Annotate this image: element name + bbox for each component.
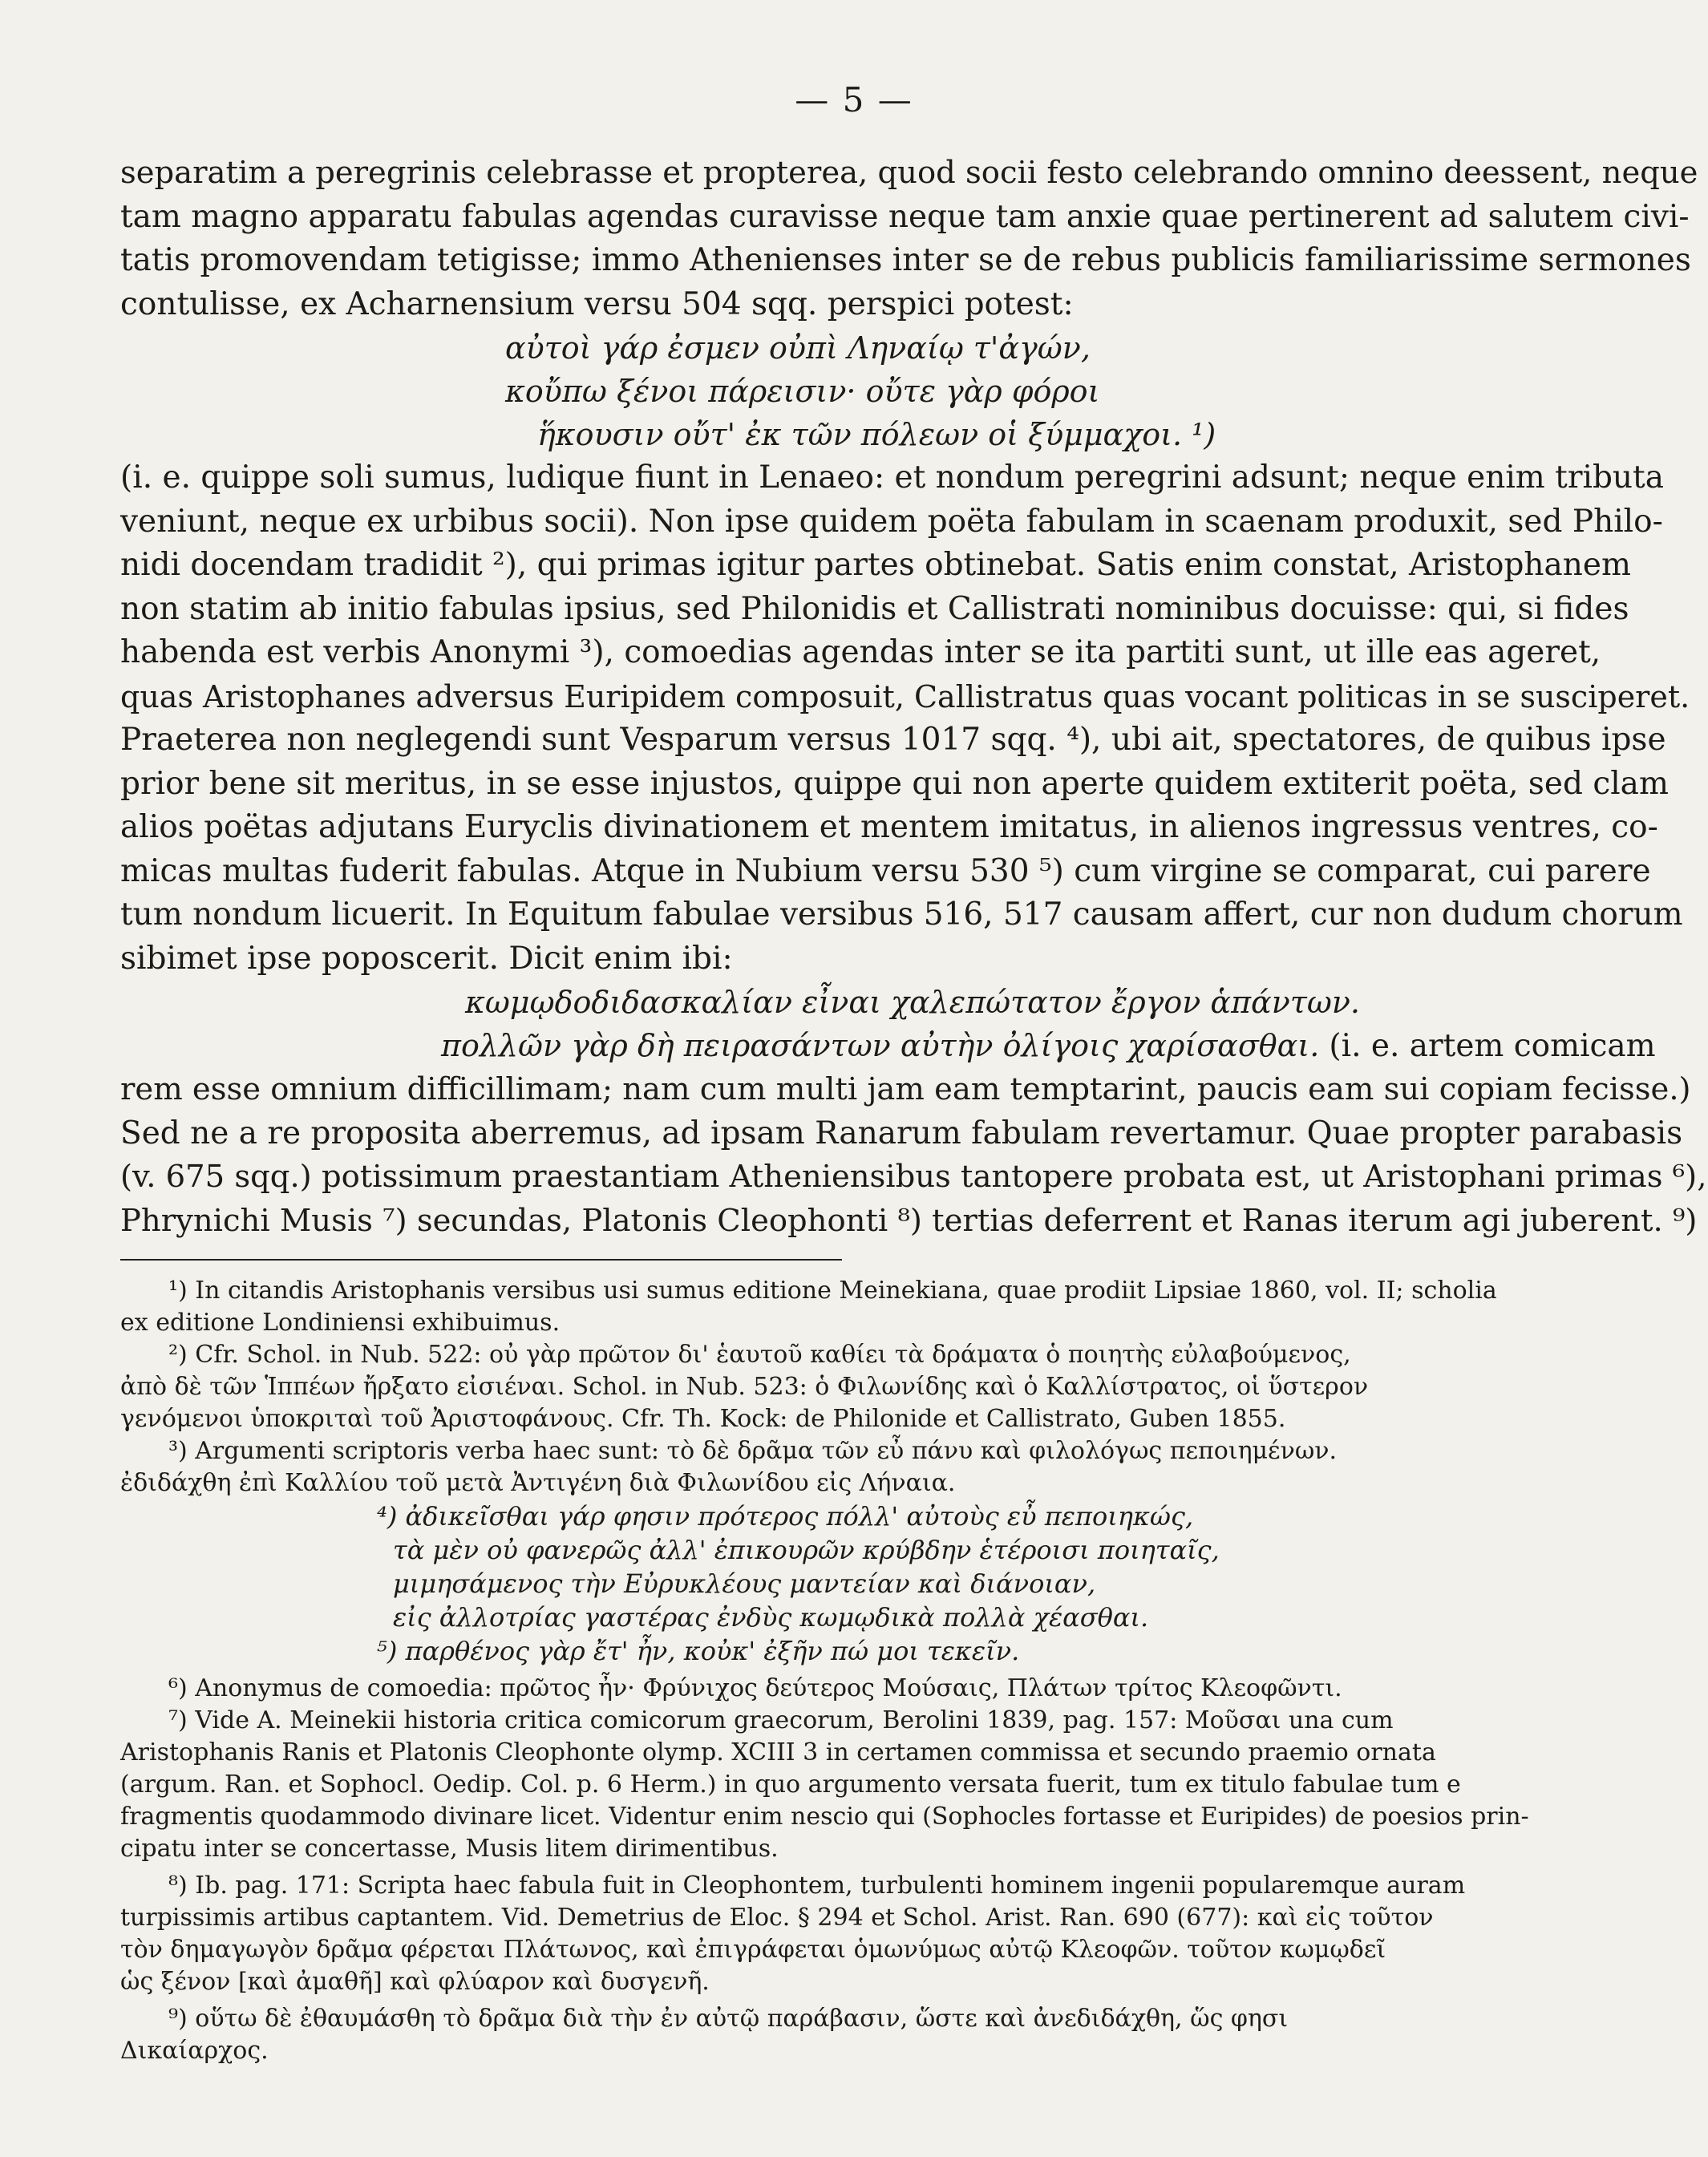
footnote-line: ex editione Londiniensi exhibuimus. <box>120 1309 561 1337</box>
footnote-line: cipatu inter se concertasse, Musis litem dirimentibus. <box>120 1835 779 1863</box>
paragraph-3 <box>120 1068 1707 1243</box>
footnote-line: ⁶) Anonymus de comoedia: πρῶτος ἦν· Φρύνιχος δεύτερος Μούσαις, Πλάτων τρίτος Κλεοφῶντι. <box>168 1674 1342 1702</box>
footnote-8 <box>120 1870 1588 1998</box>
footnote-5 <box>377 1634 1588 1668</box>
footnotes <box>120 1275 1588 2067</box>
text-line: tam magno apparatu fabulas agendas curavisse neque tam anxie quae pertinerent ad salutem civi- <box>120 198 1690 235</box>
verse-line: αὐτοὶ γάρ ἐσμεν οὐπὶ Ληναίῳ τ'ἀγών, <box>505 330 1091 366</box>
footnote-line: ²) Cfr. Schol. in Nub. 522: οὐ γὰρ πρῶτον δι' ἑαυτοῦ καθίει τὰ δράματα ὁ ποιητὴς εὐλαβούμενος, <box>168 1341 1351 1369</box>
text-line: contulisse, ex Acharnensium versu 504 sqq. perspici potest: <box>120 285 1074 322</box>
footnote-line: ἐδιδάχθη ἐπὶ Καλλίου τοῦ μετὰ Ἀντιγένη διὰ Φιλωνίδου εἰς Λήναια. <box>120 1469 956 1497</box>
footnote-line: turpissimis artibus captantem. Vid. Demetrius de Eloc. § 294 et Schol. Arist. Ran. 690 (677): καὶ εἰς τοῦτον <box>120 1904 1434 1932</box>
text-line: alios poëtas adjutans Euryclis divinationem et mentem imitatus, in alienos ingressus ventres, co- <box>120 809 1658 845</box>
verse-line: κωμῳδοδιδασκαλίαν εἶναι χαλεπώτατον ἔργον ἁπάντων. <box>465 985 1361 1020</box>
footnote-line: ⁸) Ib. pag. 171: Scripta haec fabula fuit in Cleophontem, turbulenti hominem ingenii popularemque auram <box>168 1872 1466 1900</box>
paragraph-1 <box>120 152 1698 326</box>
text-line: (i. e. quippe soli sumus, ludique fiunt in Lenaeo: et nondum peregrini adsunt; neque enim tributa <box>120 459 1664 496</box>
footnote-7 <box>120 1705 1588 1865</box>
verse-line: ἥκουσιν οὔτ' ἐκ τῶν πόλεων οἱ ξύμμαχοι. ¹) <box>537 417 1216 452</box>
text-line: micas multas fuderit fabulas. Atque in Nubium versu 530 ⁵) cum virgine se comparat, cui parere <box>120 852 1651 889</box>
verse-line <box>441 1024 1656 1068</box>
footnote-line: ⁹) οὕτω δὲ ἐθαυμάσθη τὸ δρᾶμα διὰ τὴν ἐν αὐτῷ παράβασιν, ὥστε καὶ ἀνεδιδάχθη, ὥς φησι <box>168 2005 1289 2033</box>
footnote-line: Δικαίαρχος. <box>120 2037 269 2065</box>
footnote-line: ⁷) Vide A. Meinekii historia critica comicorum graecorum, Berolini 1839, pag. 157: Μοῦσαι una cum <box>168 1706 1394 1734</box>
footnote-separator <box>120 1259 842 1261</box>
footnote-line: ¹) In citandis Aristophanis versibus usi sumus editione Meinekiana, quae prodiit Lipsiae 1860, vol. II; scholia <box>168 1277 1497 1305</box>
footnote-line: γενόμενοι ὑποκριταὶ τοῦ Ἀριστοφάνους. Cfr. Th. Kock: de Philonide et Callistrato, Guben 1855. <box>120 1405 1286 1433</box>
footnote-9 <box>120 2003 1588 2067</box>
text-line: non statim ab initio fabulas ipsius, sed Philonidis et Callistrati nominibus docuisse: qui, si fides <box>120 590 1629 627</box>
footnote-6 <box>120 1673 1588 1705</box>
verse-quote-knights <box>441 981 1656 1068</box>
footnote-3 <box>120 1435 1588 1499</box>
text-line: Praeterea non neglegendi sunt Vesparum versus 1017 sqq. ⁴), ubi ait, spectatores, de quibus ipse <box>120 722 1666 758</box>
verse-tail: (i. e. artem comicam <box>1329 1028 1656 1064</box>
footnote-line: ὡς ξένον [καὶ ἀμαθῆ] καὶ φλύαρον καὶ δυσγενῆ. <box>120 1968 710 1996</box>
footnote-line: ἀπὸ δὲ τῶν Ἱππέων ἤρξατο εἰσιέναι. Schol. in Nub. 523: ὁ Φιλωνίδης καὶ ὁ Καλλίστρατος, οἱ ὕστερον <box>120 1373 1369 1401</box>
footnote-verse-line: μιμησάμενος τὴν Εὐρυκλέους μαντείαν καὶ διάνοιαν, <box>393 1568 1096 1599</box>
text-line: (v. 675 sqq.) potissimum praestantiam Atheniensibus tantopere probata est, ut Aristophani primas ⁶), <box>120 1159 1707 1195</box>
footnote-verse-line: τὰ μὲν οὐ φανερῶς ἀλλ' ἐπικουρῶν κρύβδην ἑτέροισι ποιηταῖς, <box>393 1535 1220 1565</box>
page-number: — 5 — <box>795 80 913 119</box>
text-line: quas Aristophanes adversus Euripidem composuit, Callistratus quas vocant politicas in se susciperet. <box>120 678 1690 714</box>
text-line: sibimet ipse poposcerit. Dicit enim ibi: <box>120 940 733 977</box>
verse-quote-acharnians <box>505 326 1588 456</box>
text-line: nidi docendam tradidit ²), qui primas igitur partes obtinebat. Satis enim constat, Aristophanem <box>120 547 1631 583</box>
text-line: prior bene sit meritus, in se esse injustos, quippe qui non aperte quidem extiterit poëta, sed clam <box>120 765 1669 802</box>
footnote-2 <box>120 1339 1588 1435</box>
footnote-verse-line: ⁵) παρθένος γὰρ ἔτ' ἦν, κοὐκ' ἐξῆν πώ μοι τεκεῖν. <box>377 1636 1020 1666</box>
footnote-line: Aristophanis Ranis et Platonis Cleophonte olymp. XCIII 3 in certamen commissa et secundo praemio ornata <box>120 1738 1436 1766</box>
text-line: Phrynichi Musis ⁷) secundas, Platonis Cleophonti ⁸) tertias deferrent et Ranas iterum agi juberent. ⁹) <box>120 1202 1698 1239</box>
paragraph-2 <box>120 456 1690 981</box>
footnote-4 <box>377 1499 1588 1634</box>
text-line: Sed ne a re proposita aberremus, ad ipsam Ranarum fabulam revertamur. Quae propter parabasis <box>120 1115 1683 1151</box>
text-line: habenda est verbis Anonymi ³), comoedias agendas inter se ita partiti sunt, ut ille eas ageret, <box>120 634 1601 670</box>
footnote-line: τὸν δημαγωγὸν δρᾶμα φέρεται Πλάτωνος, καὶ ἐπιγράφεται ὁμωνύμως αὐτῷ Κλεοφῶν. τοῦτον κωμῳδεῖ <box>120 1936 1386 1964</box>
footnote-verse-line: ⁴) ἀδικεῖσθαι γάρ φησιν πρότερος πόλλ' αὐτοὺς εὖ πεποιηκώς, <box>377 1501 1194 1532</box>
text-line: veniunt, neque ex urbibus socii). Non ipse quidem poëta fabulam in scaenam produxit, sed Philo- <box>120 503 1663 540</box>
document-page <box>120 80 1707 2067</box>
footnote-verse-line: εἰς ἀλλοτρίας γαστέρας ἐνδὺς κωμῳδικὰ πολλὰ χέασθαι. <box>393 1602 1149 1633</box>
text-line: tatis promovendam tetigisse; immo Athenienses inter se de rebus publicis familiarissime sermones <box>120 242 1691 278</box>
footnote-line: fragmentis quodammodo divinare licet. Videntur enim nescio qui (Sophocles fortasse et Euripides) de poesios prin- <box>120 1803 1529 1831</box>
verse-line: κοὔπω ξένοι πάρεισιν· οὔτε γὰρ φόροι <box>505 374 1100 409</box>
footnote-1 <box>120 1275 1588 1339</box>
text-line: separatim a peregrinis celebrasse et propterea, quod socii festo celebrando omnino deessent, neque <box>120 155 1698 191</box>
text-line: rem esse omnium difficillimam; nam cum multi jam eam temptarint, paucis eam sui copiam fecisse.) <box>120 1071 1691 1107</box>
text-line: tum nondum licuerit. In Equitum fabulae versibus 516, 517 causam affert, cur non dudum chorum <box>120 896 1683 933</box>
verse-text: πολλῶν γὰρ δὴ πειρασάντων αὐτὴν ὀλίγοις χαρίσασθαι. <box>441 1028 1320 1063</box>
footnote-line: ³) Argumenti scriptoris verba haec sunt: τὸ δὲ δρᾶμα τῶν εὖ πάνυ καὶ φιλολόγως πεποιημένων. <box>168 1437 1338 1465</box>
main-text <box>120 152 1707 1243</box>
footnote-line: (argum. Ran. et Sophocl. Oedip. Col. p. 6 Herm.) in quo argumento versata fuerit, tum ex titulo fabulae tum e <box>120 1771 1461 1799</box>
